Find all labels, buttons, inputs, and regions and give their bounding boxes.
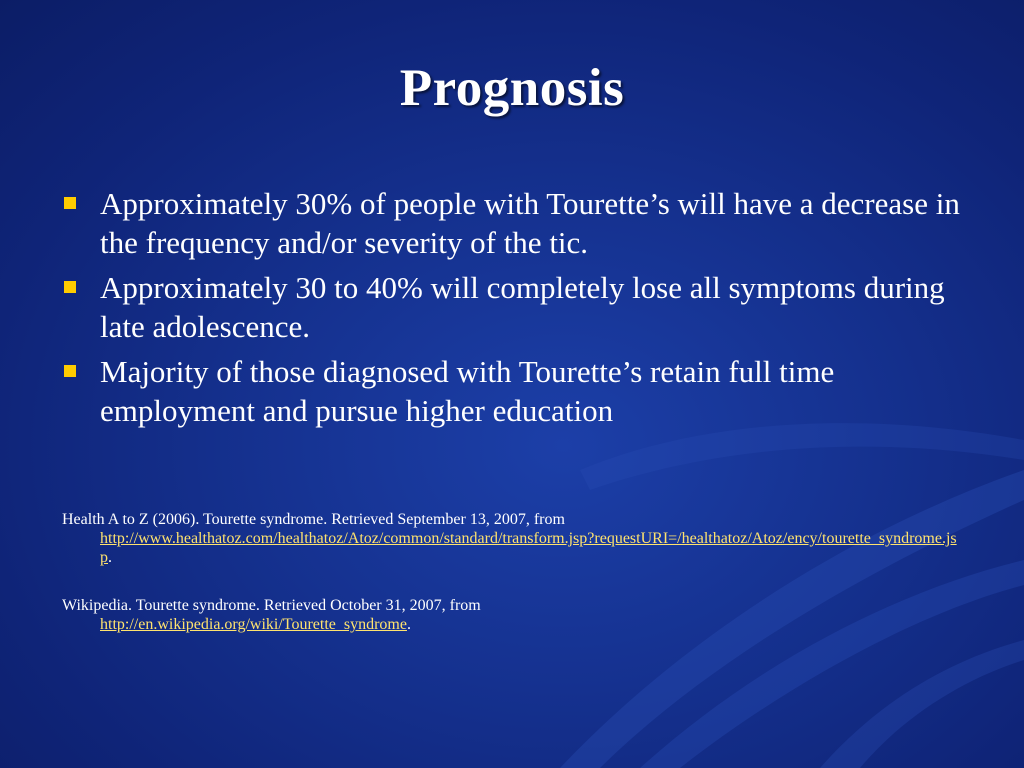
- slide-title: Prognosis: [399, 59, 625, 117]
- bullet-item: [62, 184, 972, 262]
- reference-text: Health A to Z (2006). Tourette syndrome. Retrieved September 13, 2007, from: [62, 511, 565, 528]
- square-bullet-icon: [64, 281, 76, 293]
- bullet-item: [62, 352, 972, 430]
- bullet-text: Majority of those diagnosed with Tourette’s retain full time employment and pursue higher education: [100, 354, 835, 428]
- square-bullet-icon: [64, 365, 76, 377]
- reference-entry: [62, 596, 962, 634]
- reference-link-line: [62, 529, 962, 567]
- reference-entry: [62, 510, 962, 567]
- reference-text: Wikipedia. Tourette syndrome. Retrieved October 31, 2007, from: [62, 597, 481, 614]
- bullet-text: Approximately 30 to 40% will completely lose all symptoms during late adolescence.: [100, 270, 945, 344]
- bullet-text: Approximately 30% of people with Tourette’s will have a decrease in the frequency and/or severity of the tic.: [100, 186, 960, 260]
- reference-suffix: .: [108, 549, 112, 566]
- bullet-item: [62, 268, 972, 346]
- reference-link[interactable]: http://en.wikipedia.org/wiki/Tourette_syndrome: [100, 616, 407, 633]
- reference-link[interactable]: http://www.healthatoz.com/healthatoz/Atoz/common/standard/transform.jsp?requestURI=/healthatoz/Atoz/ency/tourette_syndrome.jsp: [100, 530, 957, 566]
- square-bullet-icon: [64, 197, 76, 209]
- reference-link-line: [62, 615, 962, 634]
- bullet-list: [62, 184, 972, 436]
- reference-suffix: .: [406, 616, 411, 633]
